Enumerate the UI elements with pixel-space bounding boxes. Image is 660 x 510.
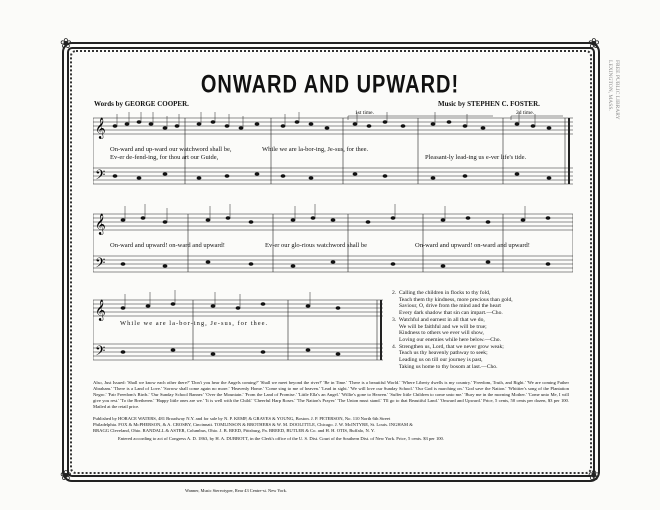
library-stamp: FREE PUBLIC LIBRARY LEXINGTON, MASS. xyxy=(607,60,620,120)
svg-text:𝄞: 𝄞 xyxy=(95,214,106,235)
ornament-icon: ❀ xyxy=(60,37,72,52)
lyric-line: On-ward and up-ward our watchword shall be, xyxy=(110,146,232,153)
lyric-line: On-ward and upward! on-ward and upward! xyxy=(415,242,530,249)
copyright-line: Entered according to act of Congress A. D. 1863, by H. A. DUBBOTT, in the Clerk's office of the U. S. Dist. Court of the Southern Dist. of New York. Price, 5 cents. $3 per 100. xyxy=(118,436,444,441)
lyric-line: While we are la-bor-ing, Je-sus, for thee. xyxy=(120,320,269,327)
lyric-line: Ev-er de-fend-ing, for thou art our Guide, xyxy=(110,154,219,161)
music-credit: Music by STEPHEN C. FOSTER. xyxy=(438,100,540,108)
ornament-icon: ❀ xyxy=(588,37,600,52)
music-system-3 xyxy=(93,286,383,372)
svg-text:𝄢: 𝄢 xyxy=(95,167,106,186)
svg-text:𝄢: 𝄢 xyxy=(95,255,106,274)
first-ending-label: 1st time. xyxy=(355,110,374,116)
publisher-line: BRAGG Cleveland, Ohio. RANDALL & ASTER, Columbus, Ohio. J. B. REED, Pittsburg, Pa. BREED, BUTLER & Co. and H. H. OTIS, Buffalo, N. Y. xyxy=(93,428,375,433)
song-title: ONWARD AND UPWARD! xyxy=(200,71,460,99)
verses-text: 2. Calling the children in flocks to thy fold, Teach them thy kindness, more precious than gold, Saviour, O, drive from the mind and the heart Every dark shadow that sin can impart.—Cho. 3. Watchful and earnest in all that we do, We will be faithful and we will be true; Kindness to others we ever will show, Loving our enemies while here below.—Cho. 4. Strengthen us, Lord, that we never grow weak; Teach us thy heavenly pathway to seek; Leading us on till our journey is past, Taking us home to thy bosom at last.—Cho. xyxy=(392,290,513,370)
music-system-2 xyxy=(93,200,573,280)
lyric-line: Pleasant-ly lead-ing us e-ver life's tide. xyxy=(425,154,527,161)
svg-text:𝄞: 𝄞 xyxy=(95,118,106,139)
ornament-icon: ❀ xyxy=(588,469,600,484)
stereotyper-credit: Wanner, Music Stereotyper, Rear 43 Centre-st. New York. xyxy=(185,488,287,493)
words-credit: Words by GEORGE COOPER. xyxy=(94,100,189,108)
second-ending-label: 2d time. xyxy=(516,110,535,116)
lyric-line: On-ward and upward! on-ward and upward! xyxy=(110,242,225,249)
catalog-notice: Also, Just Issued: 'Shall we know each other there?' 'Don't you hear the Angels coming?' 'Shall we meet beyond the river?' 'Be in Time.' 'There is a beautiful World.' 'Where Liberty dwells is my country.' 'Freedom, Truth, and Right.' 'We are coming Father Abraham.' 'There is a Land of Love.' 'Sorrow shall come again no more.' 'Heavenly Home.' 'Come sing to me of heaven.' 'Lead in sight.' 'We will love our Sunday School.' 'Our God is marching on.' 'God save the Nation.' 'Whittier's song of the Plantation Negro.' 'Fair Freedom's Birds.' 'Our Sunday School Banner.' 'Over the Mountain.' 'From the Land of Promise.' 'Little Ella's an Angel.' 'Willie's gone to Heaven.' 'Suffer little Children to come unto me.' 'Bury me in the morning Mother.' 'Come unto Me, I will give you rest.' 'To the Bretheren.' 'Happy little ones are we.' 'It is well with the Child.' 'Cheerful Harp Roses.' 'The Nation's Prayer.' 'The Union must stand.' 'I'll go to that Beautiful Land.' 'Onward and Upward.' Price, 5 cents, 50 cents per dozen, $3 per 100. Mailed at the retail price. xyxy=(93,380,569,409)
ornament-icon: ❀ xyxy=(60,469,72,484)
lyric-line: Ev-er our glo-rious watchword shall be xyxy=(265,242,367,249)
lyric-line: While we are la-bor-ing, Je-sus, for thee. xyxy=(262,146,369,153)
publisher-line: Philadelphia. FOX & McPHERSON, & A. CROSBY, Cincinnati. TOMLINSON & BROTHERS & W. M. DOOLITTLE, Chicago. J. W. McINTYRE, St. Louis. INGHAM & xyxy=(93,422,413,427)
svg-text:𝄞: 𝄞 xyxy=(95,300,106,321)
svg-text:𝄢: 𝄢 xyxy=(95,343,106,362)
publisher-line: Published by HORACE WATERS, 481 Broadway N.Y. and for sale by N. P. KEMP, & GRAVES & YOUNG, Boston. J. P. PETERSON, No. 110 North 6th Street xyxy=(93,416,391,421)
